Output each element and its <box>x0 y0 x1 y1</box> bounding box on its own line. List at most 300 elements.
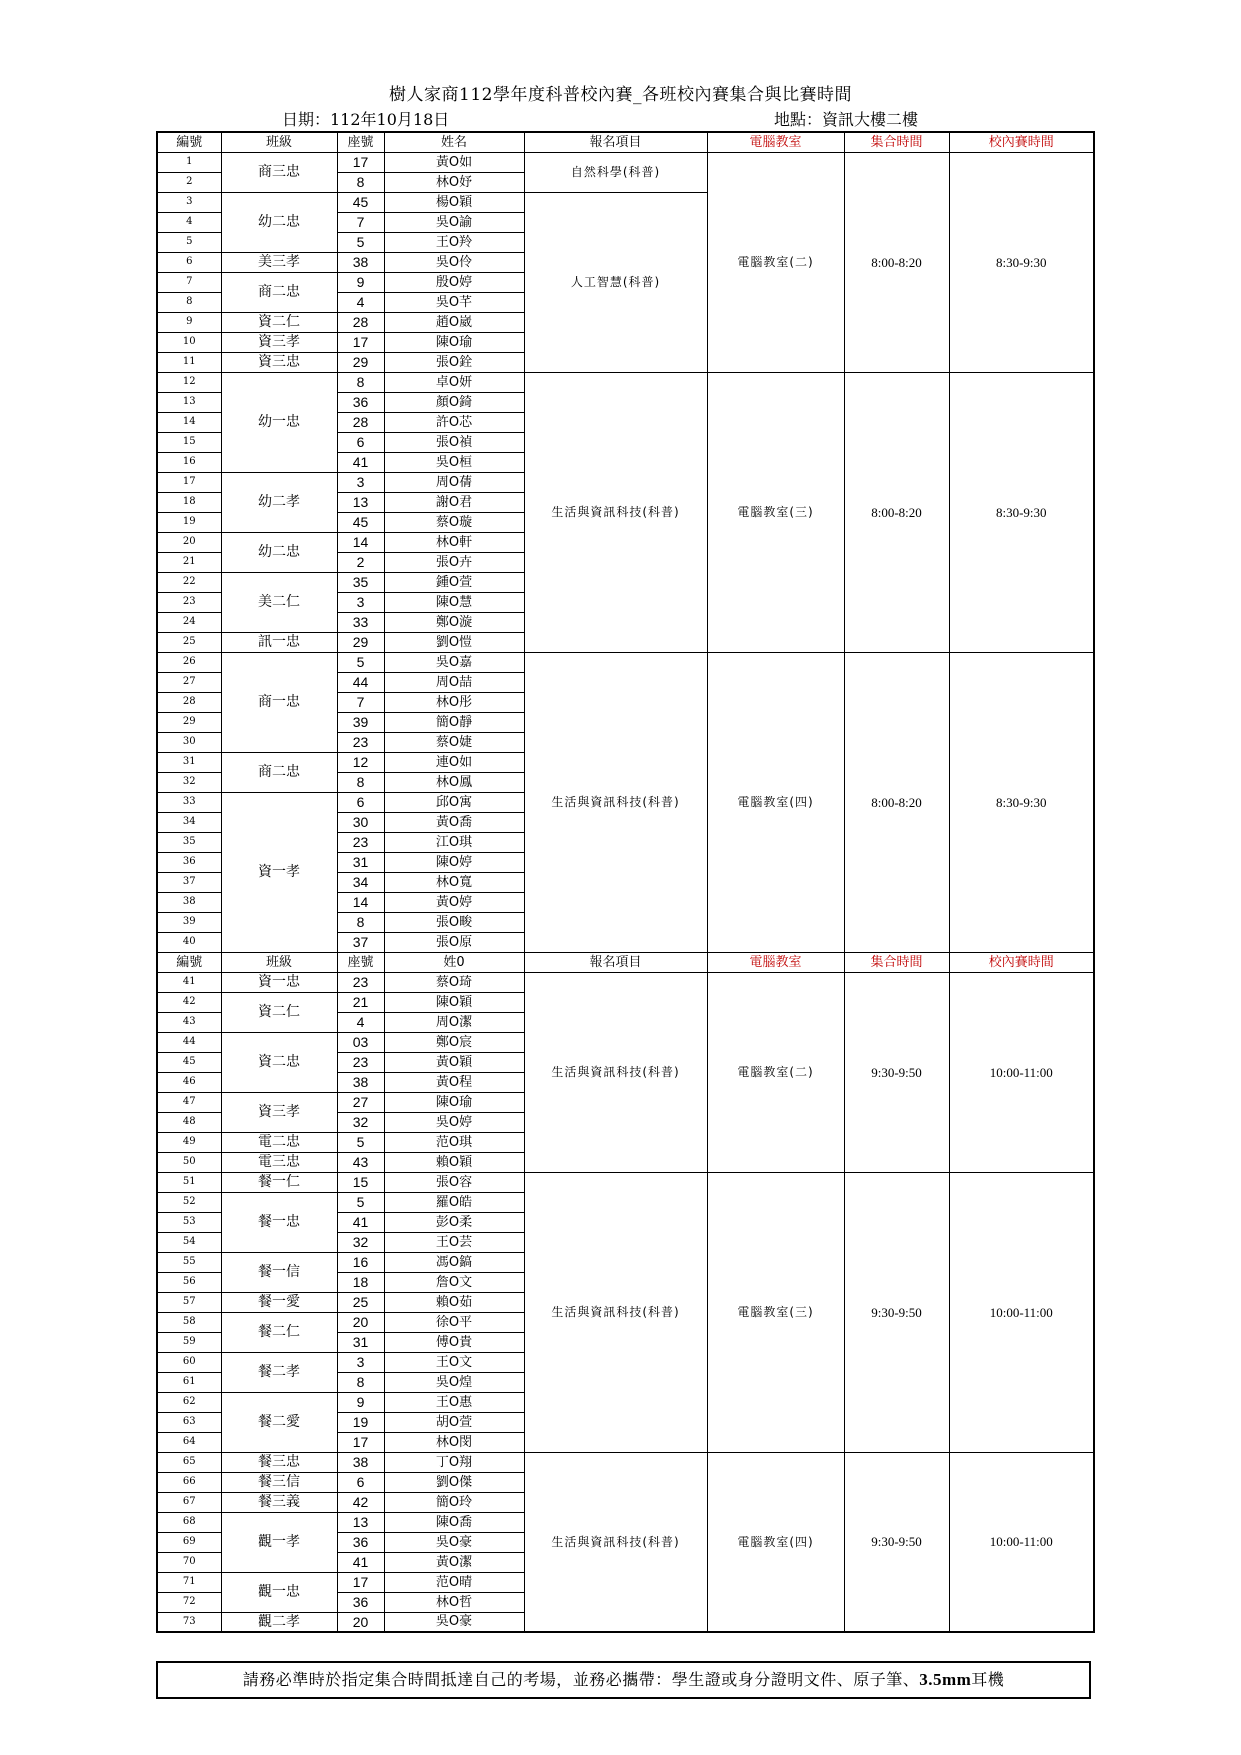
contest-time: 8:30-9:30 <box>949 652 1094 952</box>
row-number: 23 <box>157 592 221 612</box>
student-name: 江O琪 <box>384 832 524 852</box>
row-number: 69 <box>157 1532 221 1552</box>
row-number: 36 <box>157 852 221 872</box>
student-name: 顏O錡 <box>384 392 524 412</box>
student-name: 詹O文 <box>384 1272 524 1292</box>
seat-number: 8 <box>337 1372 384 1392</box>
seat-number: 3 <box>337 472 384 492</box>
row-number: 35 <box>157 832 221 852</box>
student-name: 林O彤 <box>384 692 524 712</box>
seat-number: 16 <box>337 1252 384 1272</box>
event-location: 地點：資訊大樓二樓 <box>774 110 919 129</box>
header-gather: 集合時間 <box>844 132 949 152</box>
class-name: 幼一忠 <box>221 372 337 472</box>
event-item: 自然科學(科普) <box>524 152 707 192</box>
seat-number: 36 <box>337 1592 384 1612</box>
seat-number: 9 <box>337 1392 384 1412</box>
computer-room: 電腦教室(三) <box>707 1172 844 1452</box>
row-number: 61 <box>157 1372 221 1392</box>
header-name: 姓0 <box>384 952 524 972</box>
seat-number: 20 <box>337 1312 384 1332</box>
seat-number: 7 <box>337 692 384 712</box>
class-name: 資二仁 <box>221 312 337 332</box>
student-name: 張O禎 <box>384 432 524 452</box>
class-name: 商二忠 <box>221 752 337 792</box>
seat-number: 29 <box>337 632 384 652</box>
seat-number: 17 <box>337 152 384 172</box>
student-name: 林O妤 <box>384 172 524 192</box>
seat-number: 38 <box>337 1452 384 1472</box>
row-number: 19 <box>157 512 221 532</box>
seat-number: 41 <box>337 1212 384 1232</box>
student-name: 黃O婷 <box>384 892 524 912</box>
computer-room: 電腦教室(四) <box>707 1452 844 1632</box>
seat-number: 6 <box>337 1472 384 1492</box>
student-name: 吳O伶 <box>384 252 524 272</box>
student-name: 簡O靜 <box>384 712 524 732</box>
row-number: 17 <box>157 472 221 492</box>
seat-number: 17 <box>337 332 384 352</box>
event-item: 生活與資訊科技(科普) <box>524 972 707 1172</box>
student-name: 黃O喬 <box>384 812 524 832</box>
class-name: 幼二忠 <box>221 192 337 252</box>
seat-number: 8 <box>337 172 384 192</box>
row-number: 39 <box>157 912 221 932</box>
class-name: 餐三忠 <box>221 1452 337 1472</box>
header-room: 電腦教室 <box>707 132 844 152</box>
row-number: 48 <box>157 1112 221 1132</box>
schedule-table <box>156 131 1095 1633</box>
row-number: 67 <box>157 1492 221 1512</box>
row-number: 62 <box>157 1392 221 1412</box>
row-number: 59 <box>157 1332 221 1352</box>
student-name: 陳O婷 <box>384 852 524 872</box>
row-number: 26 <box>157 652 221 672</box>
row-number: 43 <box>157 1012 221 1032</box>
row-number: 73 <box>157 1612 221 1632</box>
row-number: 49 <box>157 1132 221 1152</box>
gather-time: 9:30-9:50 <box>844 1452 949 1632</box>
student-name: 楊O穎 <box>384 192 524 212</box>
class-name: 商一忠 <box>221 652 337 752</box>
student-name: 張O畯 <box>384 912 524 932</box>
row-number: 42 <box>157 992 221 1012</box>
seat-number: 33 <box>337 612 384 632</box>
row-number: 13 <box>157 392 221 412</box>
seat-number: 39 <box>337 712 384 732</box>
student-name: 蔡O婕 <box>384 732 524 752</box>
row-number: 72 <box>157 1592 221 1612</box>
student-name: 林O寬 <box>384 872 524 892</box>
seat-number: 41 <box>337 452 384 472</box>
event-item: 生活與資訊科技(科普) <box>524 1452 707 1632</box>
header-contest: 校內賽時間 <box>949 952 1094 972</box>
computer-room: 電腦教室(二) <box>707 972 844 1172</box>
student-name: 陳O喬 <box>384 1512 524 1532</box>
seat-number: 5 <box>337 1132 384 1152</box>
table-row <box>157 1172 1094 1192</box>
student-name: 徐O平 <box>384 1312 524 1332</box>
row-number: 47 <box>157 1092 221 1112</box>
document-title: 樹人家商112學年度科普校內賽_各班校內賽集合與比賽時間 <box>389 85 852 105</box>
seat-number: 41 <box>337 1552 384 1572</box>
student-name: 林O閔 <box>384 1432 524 1452</box>
row-number: 18 <box>157 492 221 512</box>
student-name: 賴O穎 <box>384 1152 524 1172</box>
student-name: 張O卉 <box>384 552 524 572</box>
seat-number: 27 <box>337 1092 384 1112</box>
class-name: 餐一忠 <box>221 1192 337 1252</box>
seat-number: 29 <box>337 352 384 372</box>
student-name: 吳O豪 <box>384 1532 524 1552</box>
student-name: 周O喆 <box>384 672 524 692</box>
class-name: 觀一忠 <box>221 1572 337 1612</box>
row-number: 34 <box>157 812 221 832</box>
student-name: 周O潔 <box>384 1012 524 1032</box>
student-name: 吳O芊 <box>384 292 524 312</box>
seat-number: 23 <box>337 732 384 752</box>
student-name: 趙O崴 <box>384 312 524 332</box>
row-number: 1 <box>157 152 221 172</box>
row-number: 71 <box>157 1572 221 1592</box>
notice-box <box>156 1661 1091 1699</box>
student-name: 吳O煌 <box>384 1372 524 1392</box>
header-seat: 座號 <box>337 132 384 152</box>
event-date: 日期：112年10月18日 <box>282 110 450 129</box>
seat-number: 12 <box>337 752 384 772</box>
class-name: 資二忠 <box>221 1032 337 1092</box>
class-name: 資二仁 <box>221 992 337 1032</box>
row-number: 21 <box>157 552 221 572</box>
student-name: 黃O程 <box>384 1072 524 1092</box>
seat-number: 4 <box>337 292 384 312</box>
seat-number: 3 <box>337 592 384 612</box>
student-name: 邱O寓 <box>384 792 524 812</box>
seat-number: 17 <box>337 1432 384 1452</box>
contest-time: 10:00-11:00 <box>949 1452 1094 1632</box>
row-number: 15 <box>157 432 221 452</box>
student-name: 劉O傑 <box>384 1472 524 1492</box>
row-number: 63 <box>157 1412 221 1432</box>
class-name: 資三忠 <box>221 352 337 372</box>
class-name: 幼二忠 <box>221 532 337 572</box>
student-name: 卓O妍 <box>384 372 524 392</box>
class-name: 商三忠 <box>221 152 337 192</box>
row-number: 54 <box>157 1232 221 1252</box>
class-name: 餐一信 <box>221 1252 337 1292</box>
seat-number: 25 <box>337 1292 384 1312</box>
student-name: 陳O穎 <box>384 992 524 1012</box>
student-name: 連O如 <box>384 752 524 772</box>
class-name: 資一孝 <box>221 792 337 952</box>
class-name: 電三忠 <box>221 1152 337 1172</box>
row-number: 52 <box>157 1192 221 1212</box>
gather-time: 8:00-8:20 <box>844 152 949 372</box>
student-name: 賴O茹 <box>384 1292 524 1312</box>
seat-number: 37 <box>337 932 384 952</box>
seat-number: 43 <box>337 1152 384 1172</box>
row-number: 11 <box>157 352 221 372</box>
row-number: 20 <box>157 532 221 552</box>
row-number: 50 <box>157 1152 221 1172</box>
student-name: 陳O瑜 <box>384 1092 524 1112</box>
row-number: 14 <box>157 412 221 432</box>
student-name: 黃O穎 <box>384 1052 524 1072</box>
student-name: 胡O萱 <box>384 1412 524 1432</box>
row-number: 12 <box>157 372 221 392</box>
student-name: 鍾O萱 <box>384 572 524 592</box>
student-name: 陳O瑜 <box>384 332 524 352</box>
header-cls: 班級 <box>221 132 337 152</box>
header-no: 編號 <box>157 132 221 152</box>
class-name: 資一忠 <box>221 972 337 992</box>
gather-time: 8:00-8:20 <box>844 372 949 652</box>
header-item: 報名項目 <box>524 132 707 152</box>
student-name: 鄭O漩 <box>384 612 524 632</box>
seat-number: 34 <box>337 872 384 892</box>
student-name: 鄭O宸 <box>384 1032 524 1052</box>
seat-number: 23 <box>337 1052 384 1072</box>
row-number: 2 <box>157 172 221 192</box>
seat-number: 45 <box>337 512 384 532</box>
row-number: 24 <box>157 612 221 632</box>
student-name: 張O容 <box>384 1172 524 1192</box>
row-number: 66 <box>157 1472 221 1492</box>
class-name: 觀一孝 <box>221 1512 337 1572</box>
row-number: 41 <box>157 972 221 992</box>
seat-number: 31 <box>337 852 384 872</box>
student-name: 周O蒨 <box>384 472 524 492</box>
student-name: 王O羚 <box>384 232 524 252</box>
contest-time: 8:30-9:30 <box>949 152 1094 372</box>
seat-number: 32 <box>337 1232 384 1252</box>
event-item: 生活與資訊科技(科普) <box>524 652 707 952</box>
seat-number: 44 <box>337 672 384 692</box>
row-number: 4 <box>157 212 221 232</box>
seat-number: 23 <box>337 832 384 852</box>
header-name: 姓名 <box>384 132 524 152</box>
student-name: 吳O婷 <box>384 1112 524 1132</box>
student-name: 謝O君 <box>384 492 524 512</box>
row-number: 37 <box>157 872 221 892</box>
student-name: 蔡O璇 <box>384 512 524 532</box>
student-name: 吳O嘉 <box>384 652 524 672</box>
class-name: 資三孝 <box>221 1092 337 1132</box>
row-number: 64 <box>157 1432 221 1452</box>
seat-number: 13 <box>337 1512 384 1532</box>
computer-room: 電腦教室(二) <box>707 152 844 372</box>
header-gather: 集合時間 <box>844 952 949 972</box>
seat-number: 9 <box>337 272 384 292</box>
student-name: 蔡O琦 <box>384 972 524 992</box>
seat-number: 4 <box>337 1012 384 1032</box>
row-number: 46 <box>157 1072 221 1092</box>
class-name: 資三孝 <box>221 332 337 352</box>
row-number: 22 <box>157 572 221 592</box>
computer-room: 電腦教室(四) <box>707 652 844 952</box>
contest-time: 10:00-11:00 <box>949 972 1094 1172</box>
gather-time: 9:30-9:50 <box>844 972 949 1172</box>
header-no: 編號 <box>157 952 221 972</box>
table-row <box>157 652 1094 672</box>
seat-number: 31 <box>337 1332 384 1352</box>
class-name: 幼二孝 <box>221 472 337 532</box>
row-number: 5 <box>157 232 221 252</box>
seat-number: 7 <box>337 212 384 232</box>
student-name: 林O哲 <box>384 1592 524 1612</box>
seat-number: 3 <box>337 1352 384 1372</box>
class-name: 餐二愛 <box>221 1392 337 1452</box>
student-name: 馮O鎬 <box>384 1252 524 1272</box>
row-number: 58 <box>157 1312 221 1332</box>
seat-number: 28 <box>337 412 384 432</box>
student-name: 彭O柔 <box>384 1212 524 1232</box>
seat-number: 5 <box>337 232 384 252</box>
seat-number: 28 <box>337 312 384 332</box>
student-name: 黃O如 <box>384 152 524 172</box>
row-number: 56 <box>157 1272 221 1292</box>
seat-number: 32 <box>337 1112 384 1132</box>
class-name: 餐二仁 <box>221 1312 337 1352</box>
row-number: 27 <box>157 672 221 692</box>
table-row <box>157 972 1094 992</box>
row-number: 29 <box>157 712 221 732</box>
student-name: 范O晴 <box>384 1572 524 1592</box>
student-name: 許O芯 <box>384 412 524 432</box>
seat-number: 36 <box>337 392 384 412</box>
seat-number: 6 <box>337 432 384 452</box>
event-item: 人工智慧(科普) <box>524 192 707 372</box>
row-number: 7 <box>157 272 221 292</box>
table-row <box>157 152 1094 172</box>
student-name: 陳O慧 <box>384 592 524 612</box>
class-name: 餐一仁 <box>221 1172 337 1192</box>
row-number: 55 <box>157 1252 221 1272</box>
student-name: 吳O桓 <box>384 452 524 472</box>
student-name: 傅O貴 <box>384 1332 524 1352</box>
seat-number: 30 <box>337 812 384 832</box>
class-name: 觀二孝 <box>221 1612 337 1632</box>
row-number: 16 <box>157 452 221 472</box>
seat-number: 19 <box>337 1412 384 1432</box>
row-number: 8 <box>157 292 221 312</box>
header-room: 電腦教室 <box>707 952 844 972</box>
row-number: 60 <box>157 1352 221 1372</box>
notice-text: 請務必準時於指定集合時間抵達自己的考場，並務必攜帶：學生證或身分證明文件、原子筆、 <box>242 1670 920 1689</box>
row-number: 25 <box>157 632 221 652</box>
seat-number: 23 <box>337 972 384 992</box>
notice-tail: 耳機 <box>971 1670 1005 1689</box>
seat-number: 42 <box>337 1492 384 1512</box>
student-name: 黃O潔 <box>384 1552 524 1572</box>
student-name: 林O鳳 <box>384 772 524 792</box>
seat-number: 5 <box>337 652 384 672</box>
seat-number: 35 <box>337 572 384 592</box>
row-number: 68 <box>157 1512 221 1532</box>
class-name: 美二仁 <box>221 572 337 632</box>
table-row <box>157 372 1094 392</box>
seat-number: 8 <box>337 912 384 932</box>
seat-number: 20 <box>337 1612 384 1632</box>
notice-bold: 3.5mm <box>919 1670 972 1689</box>
row-number: 9 <box>157 312 221 332</box>
seat-number: 5 <box>337 1192 384 1212</box>
computer-room: 電腦教室(三) <box>707 372 844 652</box>
seat-number: 8 <box>337 372 384 392</box>
seat-number: 6 <box>337 792 384 812</box>
student-name: 羅O皓 <box>384 1192 524 1212</box>
row-number: 44 <box>157 1032 221 1052</box>
student-name: 林O軒 <box>384 532 524 552</box>
seat-number: 2 <box>337 552 384 572</box>
seat-number: 38 <box>337 1072 384 1092</box>
student-name: 吳O豪 <box>384 1612 524 1632</box>
row-number: 51 <box>157 1172 221 1192</box>
header-seat: 座號 <box>337 952 384 972</box>
seat-number: 18 <box>337 1272 384 1292</box>
class-name: 商二忠 <box>221 272 337 312</box>
class-name: 餐三信 <box>221 1472 337 1492</box>
row-number: 31 <box>157 752 221 772</box>
header-cls: 班級 <box>221 952 337 972</box>
class-name: 餐一愛 <box>221 1292 337 1312</box>
gather-time: 8:00-8:20 <box>844 652 949 952</box>
seat-number: 38 <box>337 252 384 272</box>
row-number: 45 <box>157 1052 221 1072</box>
class-name: 美三孝 <box>221 252 337 272</box>
event-item: 生活與資訊科技(科普) <box>524 1172 707 1452</box>
row-number: 33 <box>157 792 221 812</box>
row-number: 70 <box>157 1552 221 1572</box>
student-name: 張O原 <box>384 932 524 952</box>
class-name: 訊一忠 <box>221 632 337 652</box>
row-number: 32 <box>157 772 221 792</box>
student-name: 王O文 <box>384 1352 524 1372</box>
seat-number: 36 <box>337 1532 384 1552</box>
row-number: 28 <box>157 692 221 712</box>
event-item: 生活與資訊科技(科普) <box>524 372 707 652</box>
gather-time: 9:30-9:50 <box>844 1172 949 1452</box>
row-number: 53 <box>157 1212 221 1232</box>
seat-number: 03 <box>337 1032 384 1052</box>
class-name: 電二忠 <box>221 1132 337 1152</box>
seat-number: 15 <box>337 1172 384 1192</box>
student-name: 王O芸 <box>384 1232 524 1252</box>
student-name: 王O惠 <box>384 1392 524 1412</box>
student-name: 劉O愷 <box>384 632 524 652</box>
seat-number: 14 <box>337 892 384 912</box>
row-number: 57 <box>157 1292 221 1312</box>
row-number: 38 <box>157 892 221 912</box>
table-header-row <box>157 132 1094 152</box>
student-name: 范O琪 <box>384 1132 524 1152</box>
seat-number: 17 <box>337 1572 384 1592</box>
seat-number: 14 <box>337 532 384 552</box>
student-name: 殷O婷 <box>384 272 524 292</box>
header-item: 報名項目 <box>524 952 707 972</box>
seat-number: 8 <box>337 772 384 792</box>
seat-number: 13 <box>337 492 384 512</box>
class-name: 餐二孝 <box>221 1352 337 1392</box>
seat-number: 45 <box>337 192 384 212</box>
row-number: 65 <box>157 1452 221 1472</box>
student-name: 簡O玲 <box>384 1492 524 1512</box>
contest-time: 8:30-9:30 <box>949 372 1094 652</box>
table-row <box>157 1452 1094 1472</box>
table-header-row <box>157 952 1094 972</box>
row-number: 30 <box>157 732 221 752</box>
header-contest: 校內賽時間 <box>949 132 1094 152</box>
